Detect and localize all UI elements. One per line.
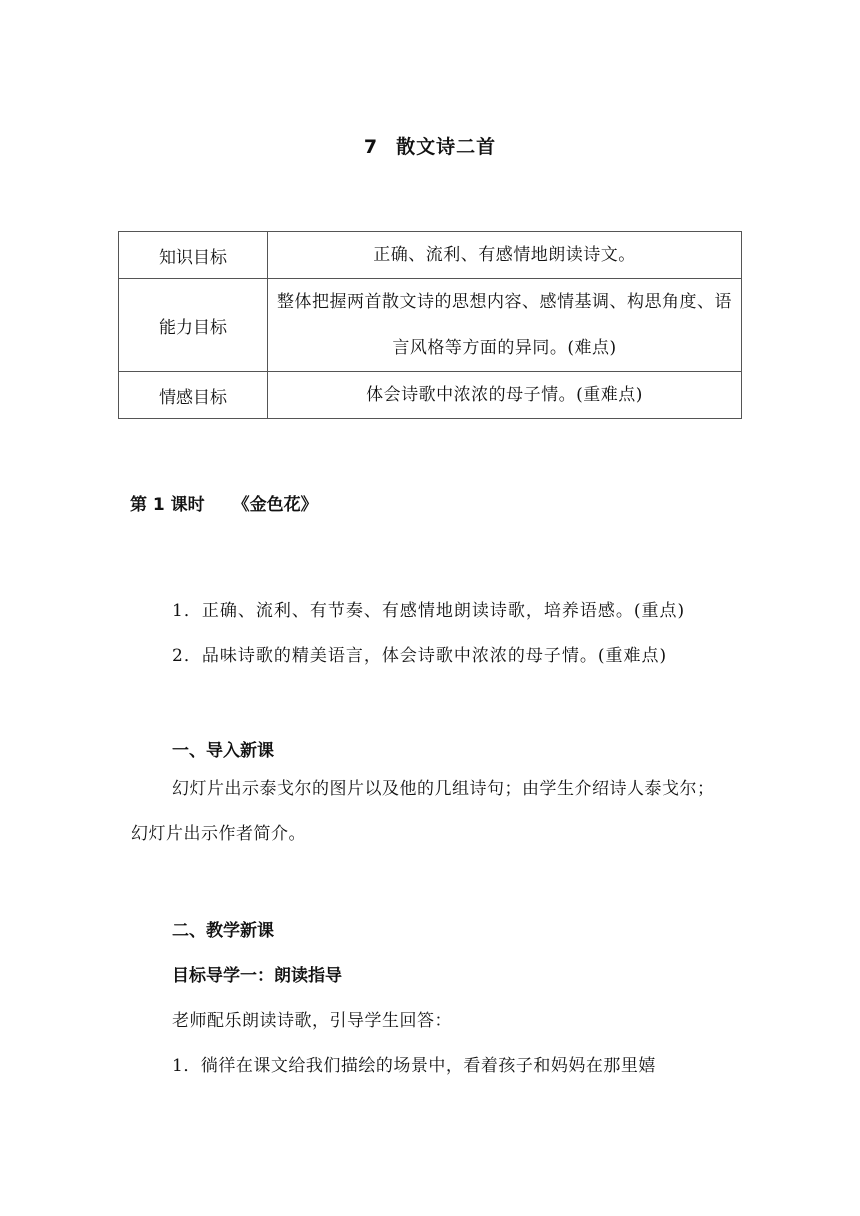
section-heading-teaching: 二、教学新课 <box>172 921 274 941</box>
section-intro-body: 幻灯片出示泰戈尔的图片以及他的几组诗句；由学生介绍诗人泰戈尔；幻灯片出示作者简介。 <box>131 779 715 844</box>
lesson-number: 第 1 课时 <box>130 495 205 515</box>
lesson-title: 《金色花》 <box>232 495 318 515</box>
objective-item: 2．品味诗歌的精美语言，体会诗歌中浓浓的母子情。(重难点) <box>172 646 668 666</box>
goal-content: 正确、流利、有感情地朗读诗文。 <box>268 232 742 279</box>
table-row <box>119 372 742 419</box>
goal-content: 整体把握两首散文诗的思想内容、感情基调、构思角度、语言风格等方面的异同。(难点) <box>268 279 742 372</box>
page-title <box>0 132 860 159</box>
goal-label: 能力目标 <box>119 279 268 372</box>
chapter-title: 散文诗二首 <box>396 136 497 158</box>
section-heading-intro: 一、导入新课 <box>172 741 274 761</box>
teaching-question: 1．徜徉在课文给我们描绘的场景中，看着孩子和妈妈在那里嬉 <box>172 1056 656 1076</box>
chapter-number: 7 <box>363 136 379 158</box>
table-row <box>119 232 742 279</box>
goal-label: 情感目标 <box>119 372 268 419</box>
lesson-heading <box>130 490 318 515</box>
goals-table <box>118 231 742 419</box>
table-row <box>119 279 742 372</box>
objectives-list <box>172 596 685 686</box>
objective-item: 1．正确、流利、有节奏、有感情地朗读诗歌，培养语感。(重点) <box>172 601 686 621</box>
subheading-reading-guide: 目标导学一：朗读指导 <box>172 966 342 986</box>
goal-content: 体会诗歌中浓浓的母子情。(重难点) <box>268 372 742 419</box>
teaching-line: 老师配乐朗读诗歌，引导学生回答： <box>172 1011 452 1031</box>
goal-label: 知识目标 <box>119 232 268 279</box>
